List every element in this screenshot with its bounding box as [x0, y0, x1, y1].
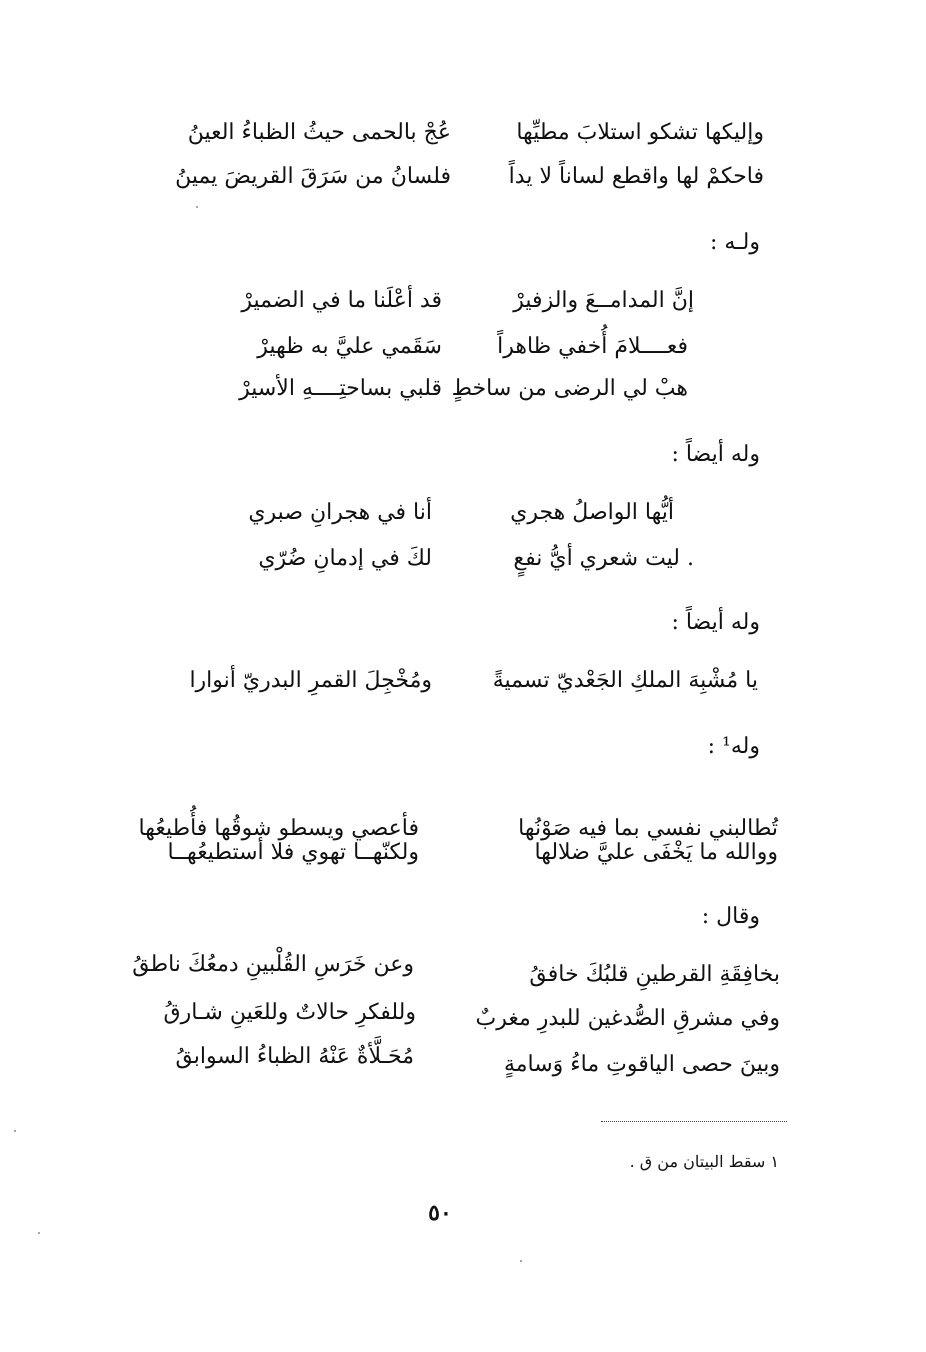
verse-left-hemistich: مُحَـلَّأةٌ عَنْهُ الظباءُ السوابقُ [175, 1044, 414, 1069]
verse-left-hemistich: سَقَمي عليَّ به ظهيرْ [257, 334, 442, 359]
poem-heading: وله أيضاً : [671, 442, 760, 467]
verse-left-hemistich: ولكنّهــا تهوي فلا أستطيعُهــا [167, 840, 419, 865]
verse-left-hemistich: قد أعْلَنا ما في الضميرْ [241, 288, 442, 313]
verse-left-hemistich: أنا في هجرانِ صبري [248, 500, 432, 525]
verse-left-hemistich: فأعصي ويسطو شوقُها فأُطيعُها [138, 816, 419, 841]
verse-right-hemistich: وبينَ حصى الياقوتِ ماءُ وَسامةٍ [503, 1052, 780, 1077]
verse-left-hemistich: وعن خَرَسِ القُلْبينِ دمعُكَ ناطقُ [132, 952, 414, 977]
scan-speck [196, 206, 198, 208]
verse-left-hemistich: وللفكرِ حالاتٌ وللعَينِ شـارقُ [163, 1000, 416, 1025]
footnote-divider [601, 1121, 787, 1122]
verse-right-hemistich: إنَّ المدامــعَ والزفيرْ [513, 288, 694, 313]
verse-right-hemistich: يا مُشْبِهَ الملكِ الجَعْديّ تسميةً [492, 668, 758, 693]
verse-right-hemistich: فاحكمْ لها واقطع لساناً لا يداً [508, 164, 764, 189]
scan-speck [14, 1130, 16, 1132]
verse-right-hemistich: هبْ لي الرضى من ساخطٍ [451, 376, 688, 401]
verse-right-hemistich: بخافِقَةِ القرطينِ قلبُكَ خافقُ [529, 962, 780, 987]
verse-left-hemistich: ومُخْجِلَ القمرِ البدريّ أنوارا [189, 668, 432, 693]
poem-heading: ولـه : [710, 230, 760, 255]
poem-heading: وله أيضاً : [671, 610, 760, 635]
verse-right-hemistich: فعــــلامَ أُخفي ظاهراً [497, 334, 688, 359]
poem-heading: وله¹ : [707, 734, 760, 759]
verse-right-hemistich: أيُّها الواصلُ هجري [510, 500, 674, 525]
verse-right-hemistich: تُطالبني نفسي بما فيه صَوْنُها [518, 816, 778, 841]
verse-right-hemistich: وفي مشرقِ الصُّدغين للبدرِ مغربٌ [475, 1006, 780, 1031]
page-number: ٥٠ [428, 1200, 452, 1226]
scan-speck [38, 1232, 40, 1234]
verse-right-hemistich: ووالله ما يَخْفَى عليَّ ضلالها [534, 840, 778, 865]
verse-left-hemistich: عُجْ بالحمى حيثُ الظباءُ العينُ [187, 120, 451, 145]
verse-left-hemistich: قلبي بساحتِــــهِ الأسيرْ [239, 376, 442, 401]
verse-right-hemistich: . ليت شعري أيُّ نفعٍ [513, 546, 694, 571]
verse-right-hemistich: وإليكها تشكو استلابَ مطيِّها [516, 120, 764, 145]
footnote: ١ سقط البيتان من ق . [629, 1152, 779, 1171]
verse-left-hemistich: لكَ في إدمانِ ضُرّي [258, 546, 432, 571]
scan-speck [520, 1260, 522, 1262]
verse-left-hemistich: فلسانُ من سَرَقَ القريضَ يمينُ [175, 164, 451, 189]
poem-heading: وقال : [701, 904, 760, 929]
